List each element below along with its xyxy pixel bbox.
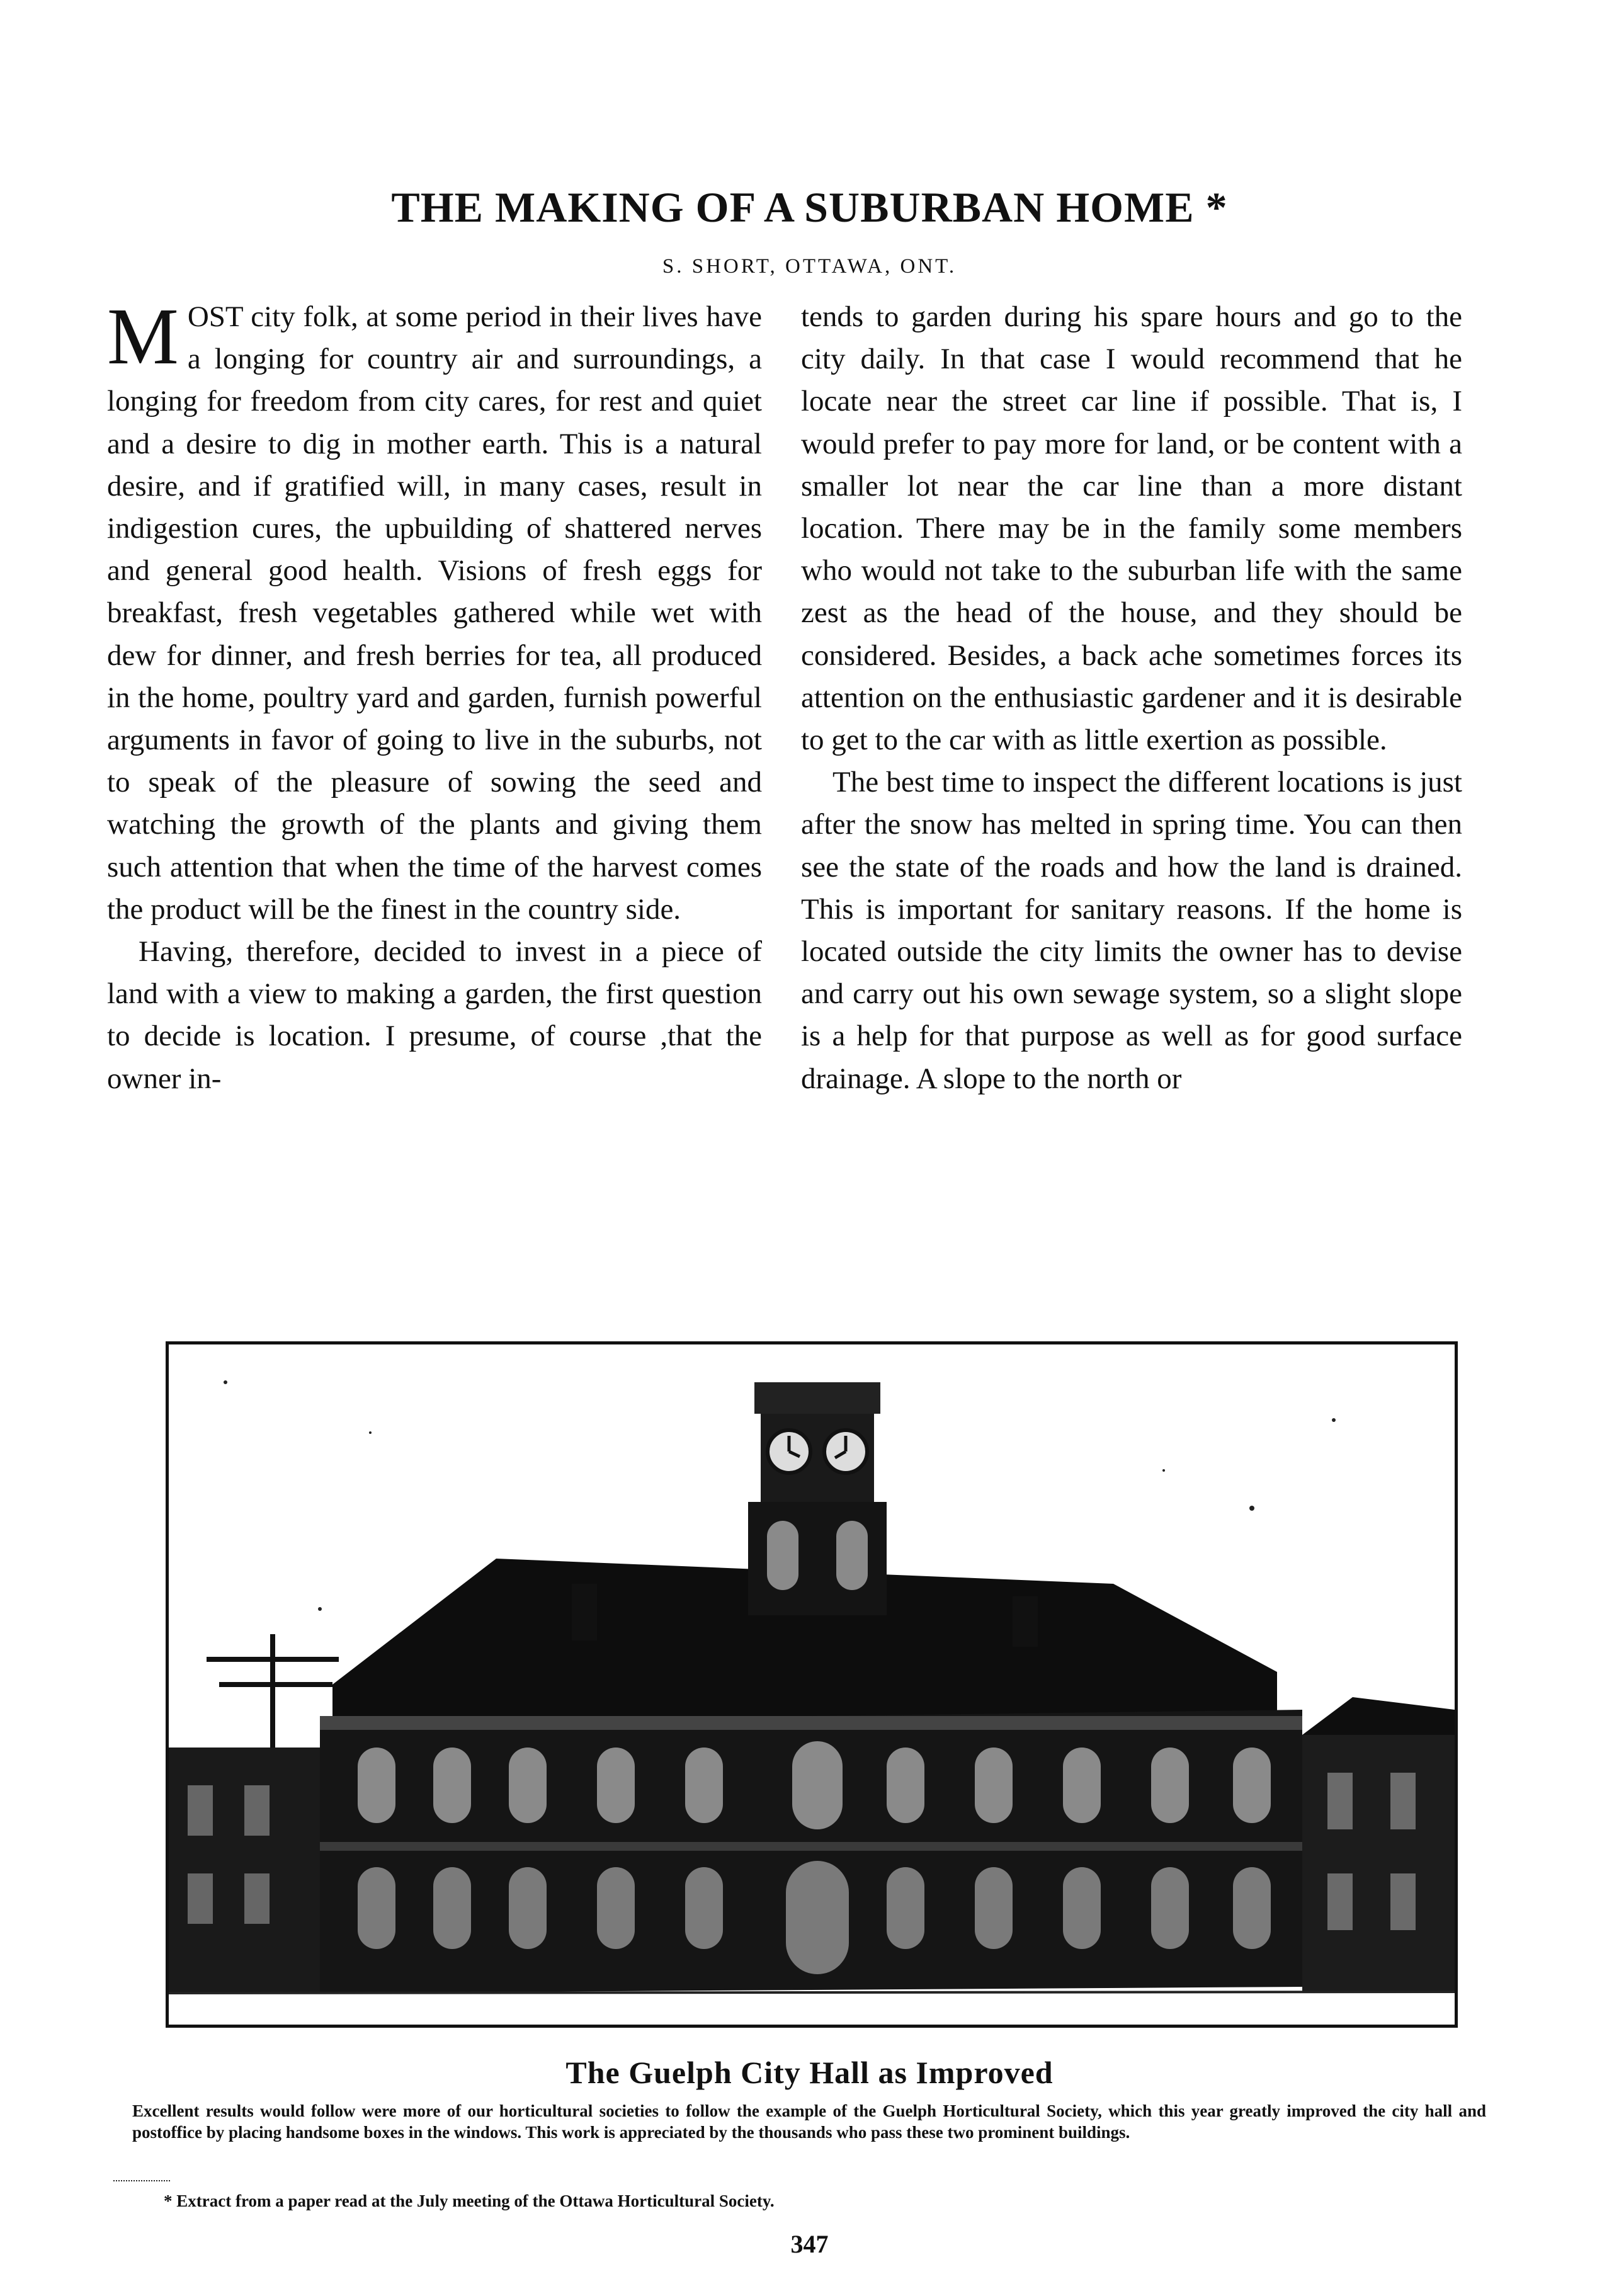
footnote-divider bbox=[113, 2180, 170, 2181]
right-column bbox=[801, 296, 1462, 1100]
paragraph-2-continued: tends to garden during his spare hours and go to the city daily. In that case I would recommend that he locate near the street car line if possible. That is, I would prefer to pay more for land, or be content with a smaller lot near the car line than a more distant location. There may be in the family some members who would not take to the suburban life with the same zest as the head of the house, and they should be considered. Besides, a back ache sometimes forces its attention on the enthusiastic gardener and it is desirable to get to the car with as little exertion as possible. bbox=[801, 300, 1462, 757]
page-number: 347 bbox=[790, 2230, 829, 2258]
photo-caption-title: The Guelph City Hall as Improved bbox=[565, 2055, 1054, 2090]
article-title: THE MAKING OF A SUBURBAN HOME * bbox=[391, 183, 1228, 231]
city-hall-photo bbox=[166, 1341, 1458, 2028]
article-author: S. SHORT, OTTAWA, ONT. bbox=[662, 255, 957, 278]
paragraph-1 bbox=[107, 292, 762, 931]
paragraph-2: Having, therefore, decided to invest in a piece of land with a view to making a garden, the first question to decide is location. I presume, of course ,that the owner in- bbox=[107, 935, 762, 1095]
paragraph-3: The best time to inspect the different locations is just after the snow has melted in spring time. You can then see the state of the roads and how the land is drained. This is important for sanitary reasons. If the home is located outside the city limits the owner has to devise and carry out his own sewage system, so a slight slope is a help for that purpose as well as for good surface drainage. A slope to the north or bbox=[801, 766, 1462, 1095]
paragraph-1-text: OST city folk, at some period in their lives have a longing for country air and surroundings, a longing for freedom from city cares, for rest and quiet and a desire to dig in mother earth. This is a natural desire, and if gratified will, in many cases, result in indigestion cures, the upbuilding of shattered nerves and general good health. Visions of fresh eggs for breakfast, fresh vegetables gathered while wet with dew for dinner, and fresh berries for tea, all produced in the home, poultry yard and garden, furnish powerful arguments in favor of going to live in the suburbs, not to speak of the pleasure of sowing the seed and watching the growth of the plants and giving them such attention that when the time of the harvest comes the product will be the finest in the country side. bbox=[107, 300, 762, 926]
footnote: * Extract from a paper read at the July meeting of the Ottawa Horticultural Society. bbox=[164, 2191, 775, 2210]
drop-cap: M bbox=[107, 292, 179, 381]
left-column bbox=[107, 292, 762, 1100]
city-hall-illustration bbox=[169, 1344, 1455, 2025]
photo-caption-text: Excellent results would follow were more of our horticultural societies to follow the example of the Guelph Horticultural Society, which this year greatly improved the city hall and postoffice by placing handsome boxes in the windows. This work is appreciated by the thousands who pass these two prominent buildings. bbox=[132, 2101, 1486, 2142]
clock-tower bbox=[748, 1382, 887, 1615]
